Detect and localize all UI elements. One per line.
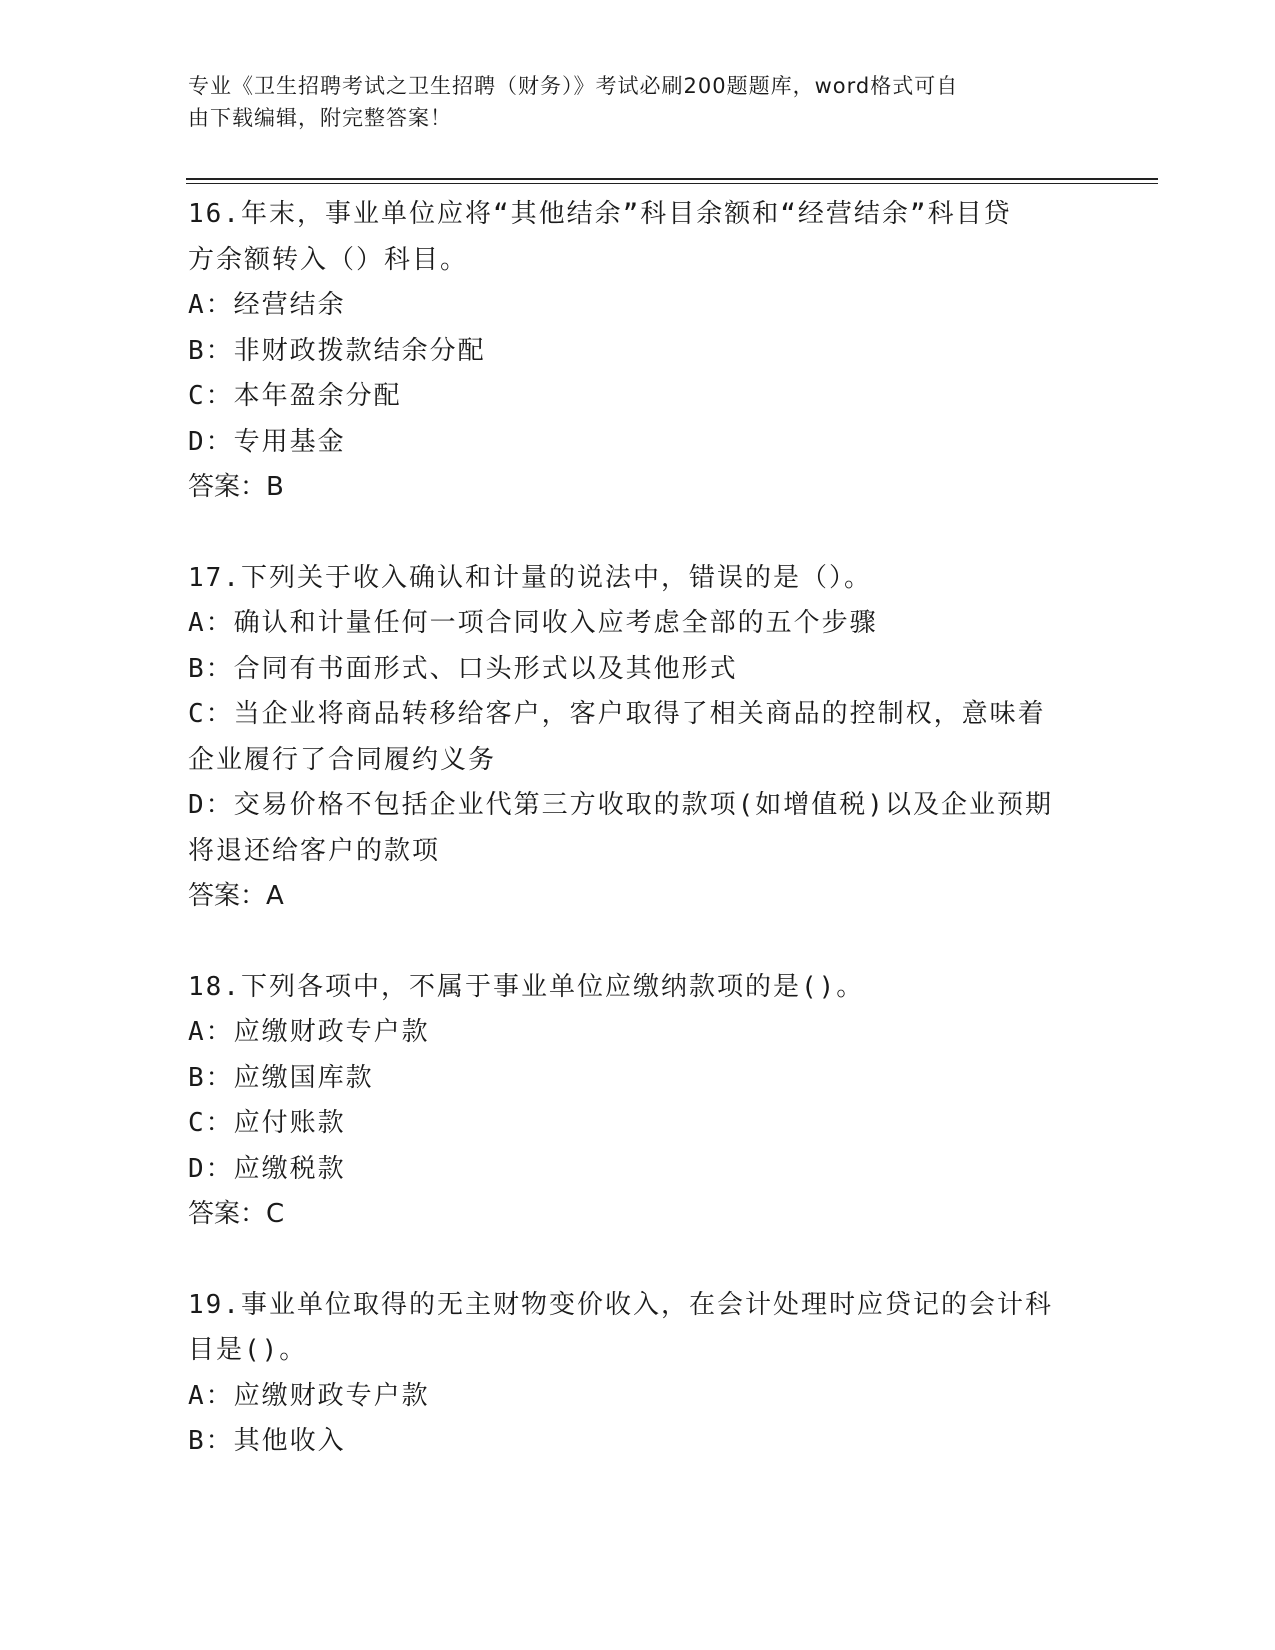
document-header <box>188 70 1068 134</box>
question-text <box>188 1283 1088 1374</box>
option-d: D：应缴税款 <box>188 1153 346 1184</box>
option-a: A：应缴财政专户款 <box>188 1017 430 1047</box>
option-c: C：应付账款 <box>188 1108 346 1138</box>
question-17 <box>188 556 1088 920</box>
option-b: B：应缴国库款 <box>188 1062 374 1093</box>
question-text-line: 16.年末，事业单位应将“其他结余”科目余额和“经营结余”科目贷 <box>188 199 1012 229</box>
header-divider-thin <box>186 183 1158 184</box>
option-c: C：本年盈余分配 <box>188 381 402 411</box>
option-b: B：非财政拨款结余分配 <box>188 335 486 366</box>
option-a: A：经营结余 <box>188 290 346 320</box>
question-19 <box>188 1283 1088 1465</box>
question-18 <box>188 965 1088 1238</box>
option-b: B：合同有书面形式、口头形式以及其他形式 <box>188 653 738 684</box>
question-text-line: 17.下列关于收入确认和计量的说法中，错误的是（）。 <box>188 562 872 593</box>
option-a: A：应缴财政专户款 <box>188 1380 430 1411</box>
option-d: D：专用基金 <box>188 426 346 457</box>
question-text-line: 方余额转入（）科目。 <box>188 244 469 275</box>
header-line-2: 由下载编辑，附完整答案！ <box>188 106 452 130</box>
answer: 答案：C <box>188 1199 285 1229</box>
header-line-1: 专业《卫生招聘考试之卫生招聘（财务）》考试必刷200题题库，word格式可自 <box>188 74 959 98</box>
question-16 <box>188 192 1088 511</box>
option-line: D：交易价格不包括企业代第三方收取的款项(如增值税)以及企业预期 <box>188 790 1053 820</box>
answer: 答案：A <box>188 881 284 911</box>
question-text <box>188 965 1088 1011</box>
answer: 答案：B <box>188 472 284 502</box>
question-text <box>188 192 1088 283</box>
question-list <box>188 192 1088 1510</box>
option-b: B：其他收入 <box>188 1426 346 1456</box>
question-text <box>188 556 1088 602</box>
option-a: A：确认和计量任何一项合同收入应考虑全部的五个步骤 <box>188 608 878 638</box>
option-d <box>188 783 1088 874</box>
question-text-line: 目是()。 <box>188 1335 308 1365</box>
option-line: C：当企业将商品转移给客户，客户取得了相关商品的控制权，意味着 <box>188 699 1046 729</box>
question-text-line: 19.事业单位取得的无主财物变价收入，在会计处理时应贷记的会计科 <box>188 1289 1053 1320</box>
option-line: 将退还给客户的款项 <box>188 835 441 866</box>
header-divider-thick <box>186 178 1158 180</box>
question-text-line: 18.下列各项中，不属于事业单位应缴纳款项的是()。 <box>188 971 865 1002</box>
option-c <box>188 692 1088 783</box>
option-line: 企业履行了合同履约义务 <box>188 744 497 775</box>
